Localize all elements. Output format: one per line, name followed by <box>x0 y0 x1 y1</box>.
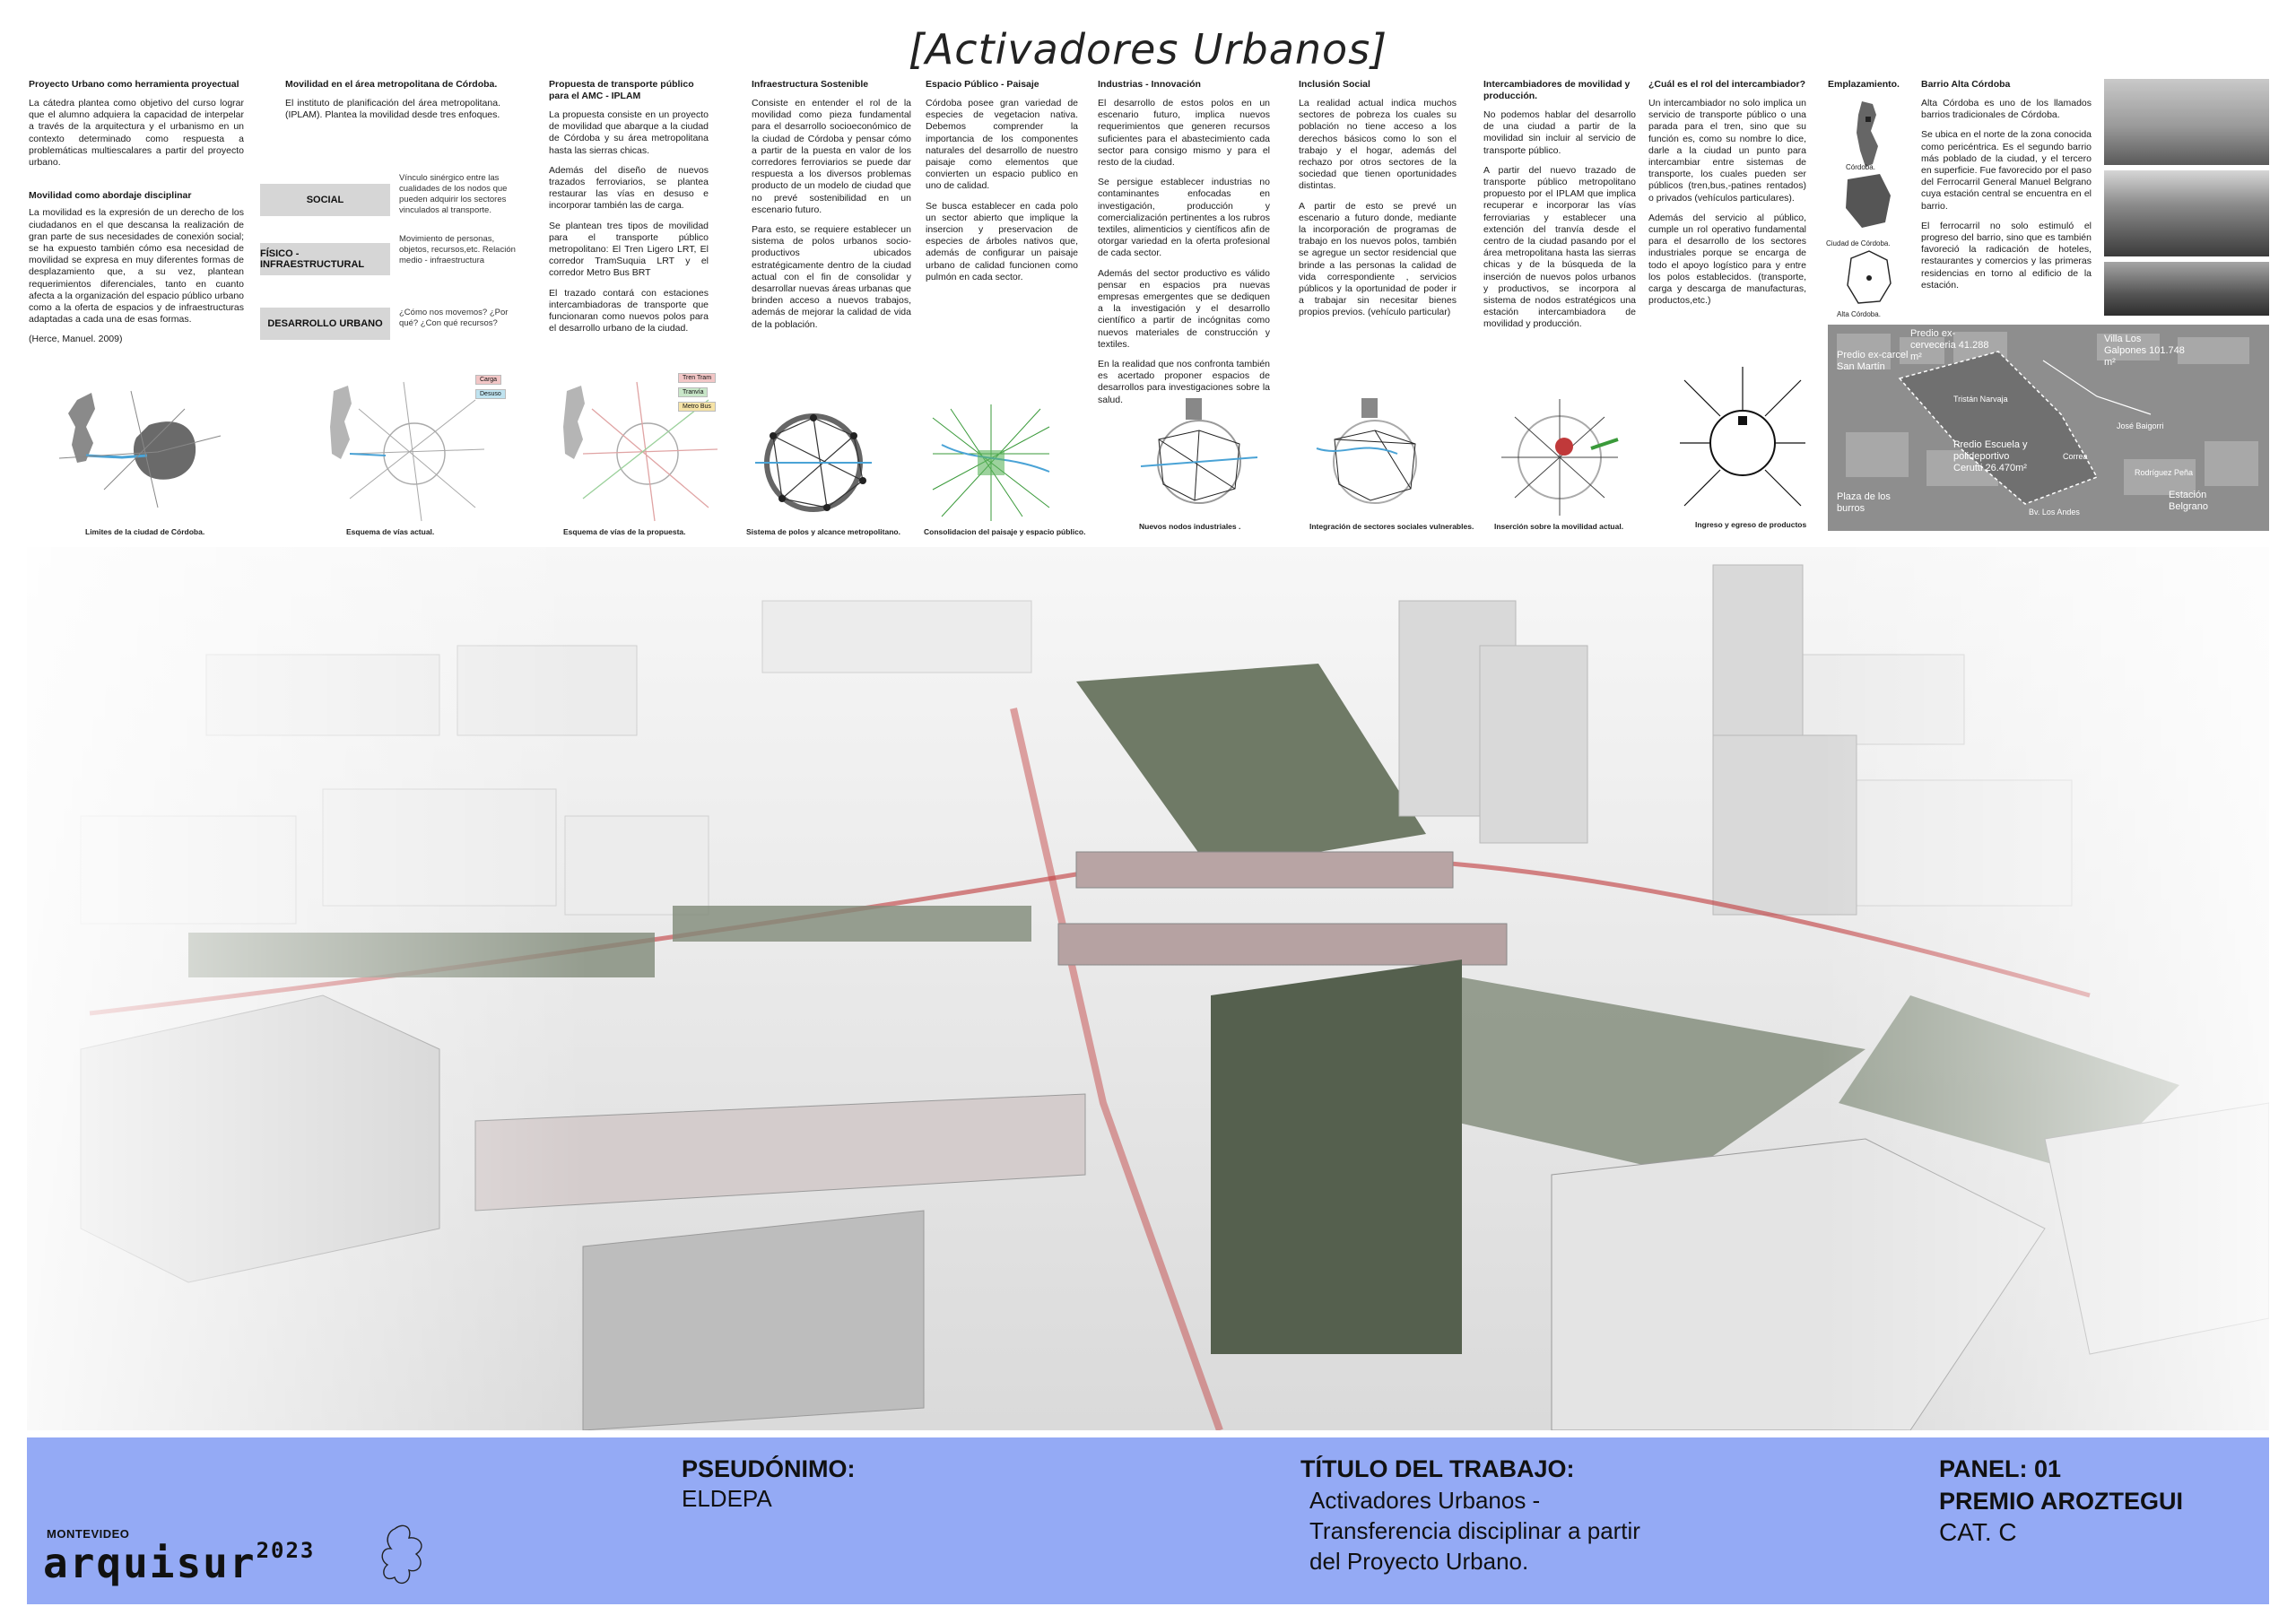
paragraph: La cátedra plantea como objetivo del curso lograr que el alumno adquiera la capacidad de interpelar a través de la arquitectura y el urbanismo en un contexto determinado como respuesta a problemáticas multiescalares a partir del proyecto urbano. <box>29 98 244 169</box>
table-label: FÍSICO - INFRAESTRUCTURAL <box>260 243 390 275</box>
render-illustration <box>27 547 2269 1430</box>
column-heading: Intercambiadores de movilidad y producción. <box>1483 79 1631 101</box>
diagram-ingreso-egreso <box>1675 362 1810 515</box>
pseudonimo-label: PSEUDÓNIMO: <box>682 1455 856 1482</box>
caption-limites: Limites de la ciudad de Córdoba. <box>85 527 205 536</box>
column-heading: Industrias - Innovación <box>1098 79 1201 90</box>
logo-year: 2023 <box>256 1538 316 1563</box>
diagram-limites <box>50 373 230 525</box>
argentina-shape <box>1857 101 1878 167</box>
paragraph: Además del diseño de nuevos trazados ferroviarios, se plantea restaurar las vías en desuso e incorporar también las de carga. <box>549 164 709 212</box>
label-street-baigorri: José Baigorri <box>2117 421 2164 430</box>
column-heading: Infraestructura Sostenible <box>752 79 869 90</box>
green-link <box>1591 439 1618 448</box>
column-rol-intercambiador <box>1648 79 1806 315</box>
column-heading: Emplazamiento. <box>1828 79 1900 90</box>
paragraph: A partir del nuevo trazado de transporte público metropolitano propuesto por el IPLAM que implica recuperar e incorporar las vías ferroviarias y establecer una extención del tranvía desde el centro de la ciudad pasando por el área metropolitana hasta las sierras chicas y de la búsqueda de la inserción de nuevos polos urbanos y productivos, se incorpora al sistema de nodos estratégicos una estación intercambiadora de movilidad y producción. <box>1483 164 1636 330</box>
titulo-line-3: del Proyecto Urbano. <box>1309 1548 1529 1575</box>
label-cordoba: Córdoba. <box>1846 163 1875 171</box>
titulo-label: TÍTULO DEL TRABAJO: <box>1300 1455 1575 1482</box>
logo-big-text: arquisur <box>43 1539 257 1587</box>
column-heading: Inclusión Social <box>1299 79 1370 90</box>
intercambiador-marker <box>1555 438 1573 456</box>
park-area <box>978 450 1004 475</box>
vignette <box>27 547 2269 1430</box>
paragraph: A partir de esto se prevé un escenario a futuro donde, mediante la incorporación de programas de trabajo en los nuevos polos, también se agregue un sector residencial que brinde a las personas la calidad de vida correspondiente , servicios públicos y la oportunidad de poder ir a trabajar sin necesitar bienes propios previos. (vehículo particular) <box>1299 200 1457 318</box>
caption-vias-propuesta: Esquema de vías de la propuesta. <box>563 527 686 536</box>
footer-band <box>27 1437 2269 1604</box>
column-intercambiadores <box>1483 79 1636 339</box>
diagram-polos <box>746 400 881 525</box>
sierras-shape <box>68 393 95 463</box>
rail-lines <box>350 382 484 521</box>
access-roads <box>1680 367 1805 506</box>
housing-icon <box>1361 398 1378 418</box>
paragraph: El desarrollo de estos polos en un escenario futuro, implica nuevos requerimientos que generen recursos suficientes para el abastecimiento cada sector para consigo mismo y para el resto de la ciudad. <box>1098 98 1270 169</box>
sierras-shape <box>563 386 585 459</box>
citation: (Herce, Manuel. 2009) <box>29 334 123 345</box>
label-street-losandes: Bv. Los Andes <box>2029 508 2080 517</box>
label-street-rodriguez: Rodríguez Peña <box>2135 468 2194 477</box>
label-ex-cerveceria: Predio ex-cerveceria 41.288 m² <box>1910 328 1989 362</box>
diagram-inclusion <box>1308 395 1442 520</box>
river-line <box>1317 448 1397 454</box>
column-movilidad <box>285 79 500 129</box>
logo-sketch-icon <box>377 1520 439 1594</box>
premio-label: PREMIO AROZTEGUI <box>1939 1488 2184 1515</box>
label-street-correa: Correa <box>2063 452 2088 461</box>
caption-industrias: Nuevos nodos industriales . <box>1139 522 1241 531</box>
column-industrias <box>1098 79 1270 414</box>
label-ex-carcel: Predio ex-carcel San Martín <box>1837 350 1909 372</box>
paragraph: Se persigue establecer industrias no contaminantes enfocadas en investigación, producción y comercialización pertinentes a los rubros textiles, alimenticios y científicos afin de otorgar variedad en la oferta profesional de cada sector. <box>1098 177 1270 259</box>
table-desc: ¿Cómo nos movemos? ¿Por qué? ¿Con qué recursos? <box>399 308 509 328</box>
logo-arquisur <box>43 1538 315 1587</box>
industry-icon <box>1186 398 1202 420</box>
label-street-narvaja: Tristán Narvaja <box>1953 395 2008 404</box>
paragraph: En la realidad que nos confronta también es acertado proponer espacios de desarrollos para investigaciones sobre la salud. <box>1098 359 1270 405</box>
legend-desuso: Desuso <box>475 389 506 399</box>
label-villa-galpones: Villa Los Galpones 101.748 m² <box>2104 334 2185 368</box>
category-label: CAT. C <box>1939 1518 2017 1546</box>
column-heading: Movilidad en el área metropolitana de Córdoba. <box>285 79 498 90</box>
ring-road <box>384 423 445 484</box>
caption-ingreso: Ingreso y egreso de productos <box>1695 520 1807 529</box>
photo-station <box>2104 262 2269 316</box>
table-label: DESARROLLO URBANO <box>260 308 390 340</box>
photo-street <box>2104 79 2269 165</box>
caption-inclusion: Integración de sectores sociales vulnerables. <box>1309 522 1474 531</box>
column-infraestructura <box>752 79 911 339</box>
column-inclusion <box>1299 79 1457 327</box>
diagram-insercion <box>1492 395 1627 520</box>
paragraph: Además del servicio al público, cumple un rol operativo fundamental para el desarrollo de los sectores industriales porque se encarga de todo el apoyo logístico para y entre los polos establecidos. (transporte, carga y descarga de manufacturas, productos,etc.) <box>1648 212 1806 307</box>
caption-insercion: Inserción sobre la movilidad actual. <box>1494 522 1624 531</box>
paragraph: La movilidad es la expresión de un derecho de los ciudadanos en el que descansa la realización de gran parte de sus necesidades de conexión social; se ha expuesto también cómo esa necesidad de movilidad se expresa en muy diferentes formas de desplazamiento que, a su vez, plantean requerimientos diferenciales, tanto en cuanto afecta a la organización del espacio público urbano como a la oferta de espacios y de infraestructuras adaptadas a cada una de esas formas. <box>29 207 244 326</box>
logo-small-text: MONTEVIDEO <box>47 1527 130 1541</box>
label-plaza-burros: Plaza de los burros <box>1837 491 1891 514</box>
column-heading: Proyecto Urbano como herramienta proyectual <box>29 79 239 90</box>
label-ciudad-cordoba: Ciudad de Córdoba. <box>1826 239 1891 248</box>
cordoba-marker <box>1866 117 1871 122</box>
column-emplazamiento <box>1828 79 1918 98</box>
diagram-industrias <box>1132 395 1266 520</box>
paragraph: Para esto, se requiere establecer un sistema de polos urbanos socio-productivos ubicados estratégicamente dentro de la ciudad actual con el fin de consolidar y desarrollar nuevas áreas urbanas que brinden acceso a nuevos trabajos, además de mejorar la calidad de vida de la población. <box>752 224 911 330</box>
page-title: [Activadores Urbanos] <box>908 25 1388 74</box>
sierras-shape <box>330 386 352 459</box>
column-espacio-publico <box>926 79 1078 291</box>
column-subheading: Movilidad como abordaje disciplinar <box>29 190 192 202</box>
table-desc: Movimiento de personas, objetos, recursos,etc. Relación medio - infraestructura <box>399 234 516 265</box>
column-heading: Propuesta de transporte público para el AMC - IPLAM <box>549 79 694 101</box>
column-barrio <box>1921 79 2092 300</box>
panel-label: PANEL: 01 <box>1939 1455 2062 1482</box>
label-alta-cordoba: Alta Córdoba. <box>1837 310 1881 318</box>
ring-road <box>617 423 678 484</box>
legend-tranvia: Tranvía <box>678 387 708 397</box>
legend-carga: Carga <box>475 375 501 385</box>
caption-polos: Sistema de polos y alcance metropolitano. <box>746 527 900 536</box>
site-marker <box>1866 275 1872 281</box>
titulo-line-2: Transferencia disciplinar a partir <box>1309 1517 1640 1544</box>
social-network <box>1335 430 1415 500</box>
paragraph: El instituto de planificación del área metropolitana. (IPLAM). Plantea la movilidad desde tres enfoques. <box>285 98 500 121</box>
emplazamiento-maps <box>1826 97 1916 321</box>
column-heading: Barrio Alta Córdoba <box>1921 79 2011 90</box>
paragraph: El trazado contará con estaciones intercambiadoras de transporte que funcionaran como nuevos polos para el desarrollo urbano de la ciudad. <box>549 287 709 334</box>
aerial-render <box>27 547 2269 1430</box>
mobility-network <box>1501 399 1618 516</box>
column-heading: Espacio Público - Paisaje <box>926 79 1039 90</box>
paragraph: Se busca establecer en cada polo un sector abierto que implique la insercion y preservacion de especies de árboles nativos que, además de configurar un paisaje urbano de calidad funcionen como pulmón en cada sector. <box>926 200 1078 282</box>
label-estacion-belgrano: Estación Belgrano <box>2169 490 2209 512</box>
caption-vias-actual: Esquema de vías actual. <box>346 527 435 536</box>
paragraph: Un intercambiador no solo implica un servicio de transporte público o una parada para el tren, sino que su función es, como su nombre lo dice, darle a la ciudad un punto para intercambiar entre sistemas de transporte, los cuales pueden ser públicos (tren,bus,-patines rentados) o privados (vehículos particulares). <box>1648 98 1806 204</box>
diagram-paisaje <box>924 400 1058 525</box>
column-proyecto-urbano <box>29 79 244 354</box>
legend-tren-tram: Tren Tram <box>678 373 716 383</box>
paragraph: Alta Córdoba es uno de los llamados barrios tradicionales de Córdoba. <box>1921 98 2092 121</box>
paragraph: La realidad actual indica muchos sectores de pobreza los cuales su población no tiene acceso a los derechos básicos como lo son el trabajo y el hogar, además del rechazo por otros sectores de la sociedad que tienen oportunidades distintas. <box>1299 98 1457 192</box>
titulo-line-1: Activadores Urbanos - <box>1309 1487 1541 1514</box>
paragraph: Se ubica en el norte de la zona conocida como pericéntrica. Es el segundo barrio más poblado de la ciudad, y el tercero en superficie. Fue favorecido por el paso del Ferrocarril General Manuel Belgrano cuya estación central se encuentra en el barrio. <box>1921 129 2092 212</box>
pseudonimo-value: ELDEPA <box>682 1485 772 1512</box>
table-desc: Vínculo sinérgico entre las cualidades de los nodos que pueden adquirir los sectores vinculados al transporte. <box>399 173 508 215</box>
paragraph: No podemos hablar del desarrollo de una ciudad a partir de la movilidad sin incluir al servicio de transporte público. <box>1483 109 1636 156</box>
label-predio-escuela: Predio Escuela y polideportivo Cerutti 26.470m² <box>1953 439 2028 473</box>
paragraph: Además del sector productivo es válido pensar en espacios pra nuevas empresas emergentes que se dediquen a la investigación y el desarrollo científico a partir de incógnitas como nuevos materiales de construcción y textiles. <box>1098 267 1270 350</box>
legend-metro-bus: Metro Bus <box>678 402 716 412</box>
photo-trees <box>2104 170 2269 256</box>
river-line <box>350 454 386 456</box>
nodes-network <box>1159 430 1239 500</box>
table-label: SOCIAL <box>260 184 390 216</box>
diagram-vias-actual <box>314 373 493 525</box>
paragraph: Córdoba posee gran variedad de especies de vegetacion nativa. Debemos comprender la importancia de los componentes naturales del desarrollo de nuestro paisaje como elementos que convierten un espacio publico en uno de calidad. <box>926 98 1078 192</box>
caption-paisaje: Consolidacion del paisaje y espacio público. <box>924 527 1086 536</box>
paragraph: Se plantean tres tipos de movilidad para el transporte público metropolitano: El Tren Ligero LRT, El corredor TramSuquia LRT y el corredor Metro Bus BRT <box>549 220 709 279</box>
column-heading: ¿Cuál es el rol del intercambiador? <box>1648 79 1806 90</box>
province-shape <box>1846 174 1891 228</box>
node-marker <box>1738 416 1747 425</box>
paragraph: La propuesta consiste en un proyecto de movilidad que abarque a la ciudad de Córdoba y su área metropolitana hasta las sierras chicas. <box>549 109 709 156</box>
paragraph: El ferrocarril no solo estimuló el progreso del barrio, sino que es también favoreció la radicación de hoteles, restaurantes y comercios y las primeras residencias en torno al edificio de la estación. <box>1921 220 2092 291</box>
paragraph: Consiste en entender el rol de la movilidad como pieza fundamental para el desarrollo socioeconómico de la ciudad de Córdoba y pensar cómo a partir de la puesta en valor de los corredores ferroviarios se puede dar respuesta a los diversos problemas producto de un modelo de ciudad que no prevé sostenibilidad en un escenario futuro. <box>752 98 911 215</box>
column-propuesta <box>549 79 709 343</box>
